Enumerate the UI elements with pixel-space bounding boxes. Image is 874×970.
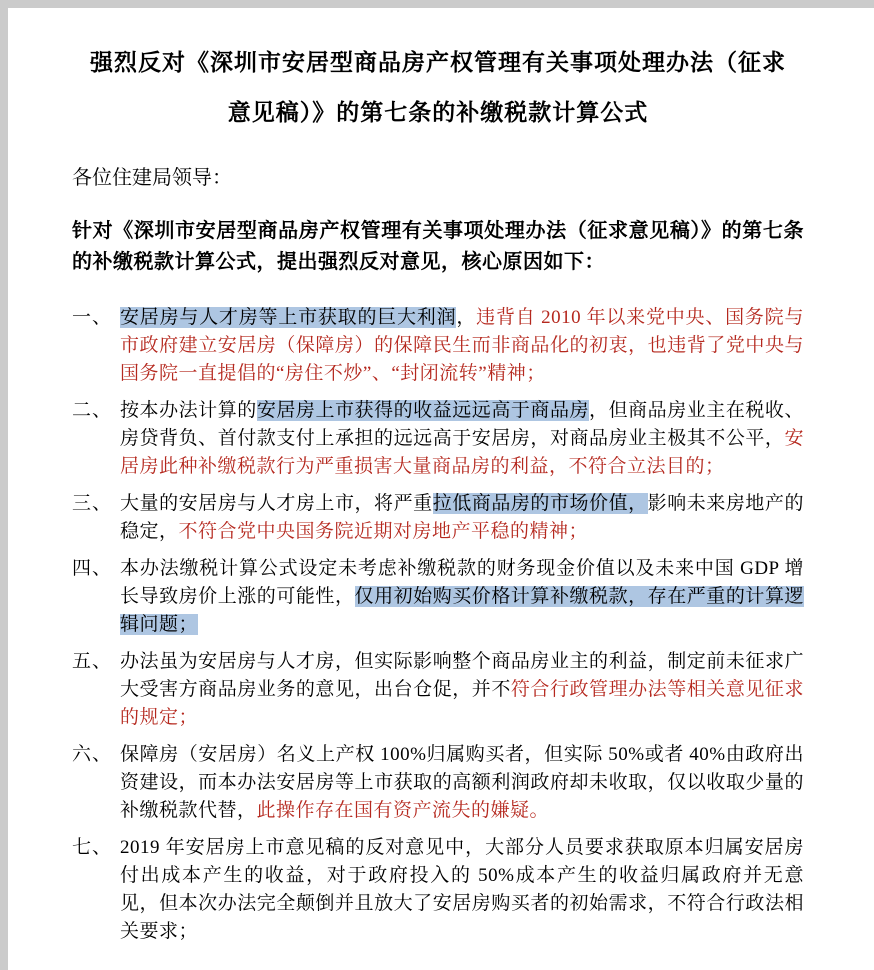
red-emphasis-text: 此操作存在国有资产流失的嫌疑。	[256, 800, 550, 821]
item-number: 五、	[72, 651, 113, 672]
intro-paragraph: 针对《深圳市安居型商品房产权管理有关事项处理办法（征求意见稿）》的第七条的补缴税款计算公式，提出强烈反对意见，核心原因如下：	[72, 220, 804, 273]
red-emphasis-text: 不符合党中央国务院近期对房地产平稳的精神；	[178, 521, 589, 542]
item-number: 一、	[72, 307, 113, 328]
list-item	[72, 304, 804, 388]
item-number: 二、	[72, 400, 113, 421]
list-item	[72, 741, 804, 825]
red-emphasis-text: 安居房此种补缴税款行为严重损害大量商品房的利益，不符合立法目的；	[120, 428, 804, 477]
item-text	[120, 834, 804, 946]
item-text	[120, 648, 804, 732]
highlighted-text: 安居房上市获得的收益远远高于商品房	[256, 400, 590, 421]
item-text	[120, 397, 804, 481]
list-item	[72, 490, 804, 546]
text-run: 按本办法计算的	[120, 400, 257, 421]
text-run: 本办法缴税计算公式设定未考虑补缴税款的财务现金价值以及未来中国 GDP 增长导致房价上涨的可能性，	[120, 558, 804, 607]
text-run: 保障房（安居房）名义上产权 100%归属购买者，但实际 50%或者 40%由政府出资建设，而本办法安居房等上市获取的高额利润政府却未收取，仅以收取少量的补缴税款代替，	[120, 744, 804, 821]
salutation: 各位住建局领导：	[72, 167, 232, 189]
list-item	[72, 397, 804, 481]
highlighted-text: 安居房与人才房等上市获取的巨大利润	[120, 307, 457, 328]
list-item	[72, 648, 804, 732]
list-item	[72, 555, 804, 639]
item-number: 三、	[72, 493, 113, 514]
highlighted-text: 拉低商品房的市场价值，	[432, 493, 648, 514]
list-item	[72, 834, 804, 946]
text-run: 办法虽为安居房与人才房，但实际影响整个商品房业主的利益，制定前未征求广大受害方商品房业务的意见，出台仓促，并不	[120, 651, 804, 700]
red-emphasis-text: 违背自 2010 年以来党中央、国务院与市政府建立安居房（保障房）的保障民生而非商品化的初衷，也违背了党中央与国务院一直提倡的“房住不炒”、“封闭流转”精神；	[120, 307, 804, 384]
item-number: 七、	[72, 837, 113, 858]
text-run: ，	[456, 307, 477, 328]
text-run: 影响未来房地产的稳定，	[120, 493, 804, 542]
text-run: 2019 年安居房上市意见稿的反对意见中，大部分人员要求获取原本归属安居房付出成本产生的收益，对于政府投入的 50%成本产生的收益归属政府并无意见，但本次办法完全颠倒并且放大了安居房购买者的初始需求，不符合行政法相关要求；	[120, 837, 804, 942]
text-run: ，但商品房业主在税收、房贷背负、首付款支付上承担的远远高于安居房，对商品房业主极其不公平，	[120, 400, 804, 449]
item-text	[120, 304, 804, 388]
title-line-1: 强烈反对《深圳市安居型商品房产权管理有关事项处理办法（征求	[90, 50, 786, 75]
highlighted-text: 仅用初始购买价格计算补缴税款，存在严重的计算逻辑问题；	[120, 586, 804, 635]
document-title	[72, 30, 804, 138]
text-run: 大量的安居房与人才房上市，将严重	[120, 493, 433, 514]
title-line-2: 意见稿）》的第七条的补缴税款计算公式	[227, 100, 649, 125]
item-text	[120, 555, 804, 639]
opinion-list	[72, 304, 804, 946]
red-emphasis-text: 符合行政管理办法等相关意见征求的规定；	[120, 679, 804, 728]
item-text	[120, 490, 804, 546]
item-text	[120, 741, 804, 825]
item-number: 六、	[72, 744, 113, 765]
item-number: 四、	[72, 558, 113, 579]
